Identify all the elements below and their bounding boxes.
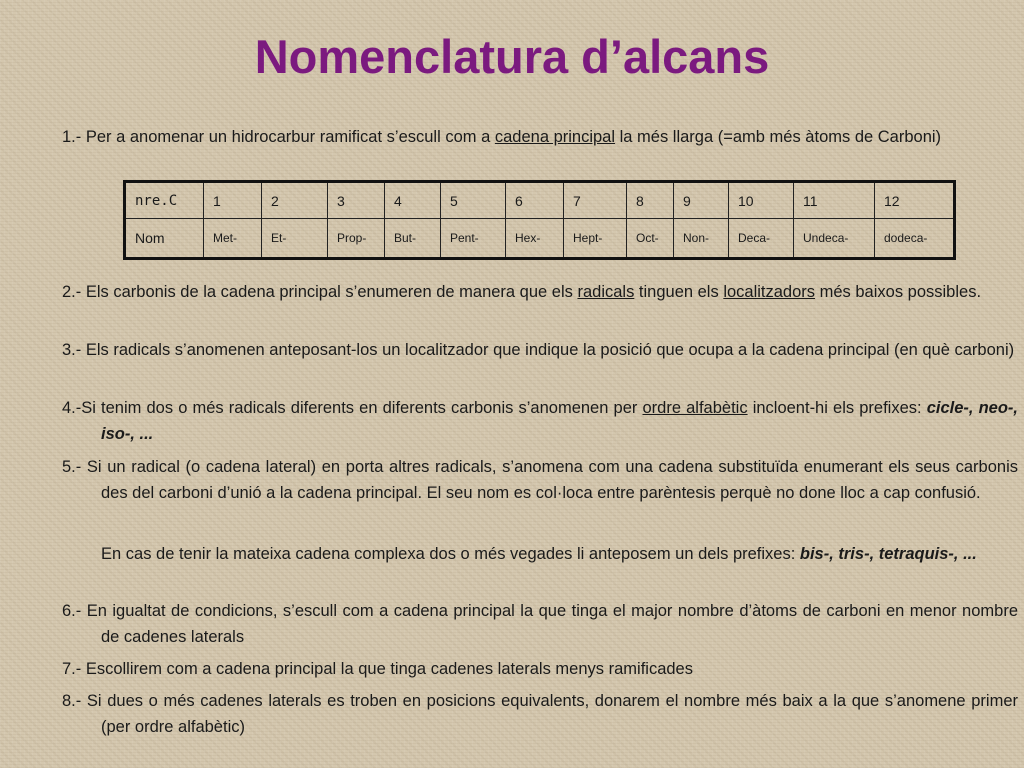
table-cell: Undeca- xyxy=(794,219,875,259)
table-cell: Hept- xyxy=(564,219,627,259)
rule-2: 2.- Els carbonis de la cadena principal s’enumeren de manera que els radicals tinguen els localitzadors més baixos possibles. xyxy=(62,283,982,301)
table-cell: Prop- xyxy=(328,219,385,259)
table-cell: 10 xyxy=(729,182,794,219)
table-cell: Non- xyxy=(674,219,729,259)
table-cell: dodeca- xyxy=(875,219,955,259)
table-cell: 12 xyxy=(875,182,955,219)
rule-1: 1.- Per a anomenar un hidrocarbur ramificat s’escull com a cadena principal la més llarga (=amb més àtoms de Carboni) xyxy=(62,128,942,146)
rule-5-note: En cas de tenir la mateixa cadena complexa dos o més vegades li anteposem un dels prefixes: bis-, tris-, tetraquis-, ... xyxy=(101,545,977,563)
prefix-list: cicle-, neo-, iso-, ... xyxy=(101,399,1019,443)
table-cell: 11 xyxy=(794,182,875,219)
table-cell: Et- xyxy=(262,219,328,259)
rule-4: 4.-Si tenim dos o més radicals diferents en diferents carbonis s’anomenen per ordre alfabètic incloent-hi els prefixes: cicle-, neo-, iso-, ... xyxy=(62,399,1019,443)
table-cell: 3 xyxy=(328,182,385,219)
table-row xyxy=(125,219,955,259)
alkane-prefix-table xyxy=(123,180,956,260)
table-cell: 4 xyxy=(385,182,441,219)
table-row xyxy=(125,182,955,219)
underlined-term: localitzadors xyxy=(723,283,816,301)
table-cell: 5 xyxy=(441,182,506,219)
table-cell: Hex- xyxy=(506,219,564,259)
table-cell: 8 xyxy=(627,182,674,219)
table-cell: 6 xyxy=(506,182,564,219)
table-header-cell: Nom xyxy=(125,219,204,259)
table-cell: 2 xyxy=(262,182,328,219)
table-header-cell: nre.C xyxy=(125,182,204,219)
table-cell: 1 xyxy=(204,182,262,219)
rule-8: 8.- Si dues o més cadenes laterals es troben en posicions equivalents, donarem el nombre més baix a la que s’anomene primer (per ordre alfabètic) xyxy=(62,692,1018,736)
table-cell: 7 xyxy=(564,182,627,219)
table-cell: 9 xyxy=(674,182,729,219)
page-title: Nomenclatura d’alcans xyxy=(254,30,770,83)
rule-7: 7.- Escollirem com a cadena principal la que tinga cadenes laterals menys ramificades xyxy=(62,660,693,678)
table-cell: Oct- xyxy=(627,219,674,259)
rule-5: 5.- Si un radical (o cadena lateral) en porta altres radicals, s’anomena com una cadena substituïda enumerant els seus carbonis des del carboni d’unió a la cadena principal. El seu nom es col·loca entre parèntesis perquè no done lloc a cap confusió. xyxy=(62,458,1018,502)
underlined-term: cadena principal xyxy=(494,128,616,146)
prefix-list: bis-, tris-, tetraquis-, ... xyxy=(799,545,977,563)
underlined-term: ordre alfabètic xyxy=(642,399,748,417)
table-cell: But- xyxy=(385,219,441,259)
table-cell: Deca- xyxy=(729,219,794,259)
table-cell: Pent- xyxy=(441,219,506,259)
underlined-term: radicals xyxy=(577,283,635,301)
table-cell: Met- xyxy=(204,219,262,259)
rule-3: 3.- Els radicals s’anomenen anteposant-los un localitzador que indique la posició que ocupa a la cadena principal (en què carboni) xyxy=(62,341,1015,359)
rule-6: 6.- En igualtat de condicions, s’escull com a cadena principal la que tinga el major nombre d’àtoms de carboni en menor nombre de cadenes laterals xyxy=(62,602,1018,646)
